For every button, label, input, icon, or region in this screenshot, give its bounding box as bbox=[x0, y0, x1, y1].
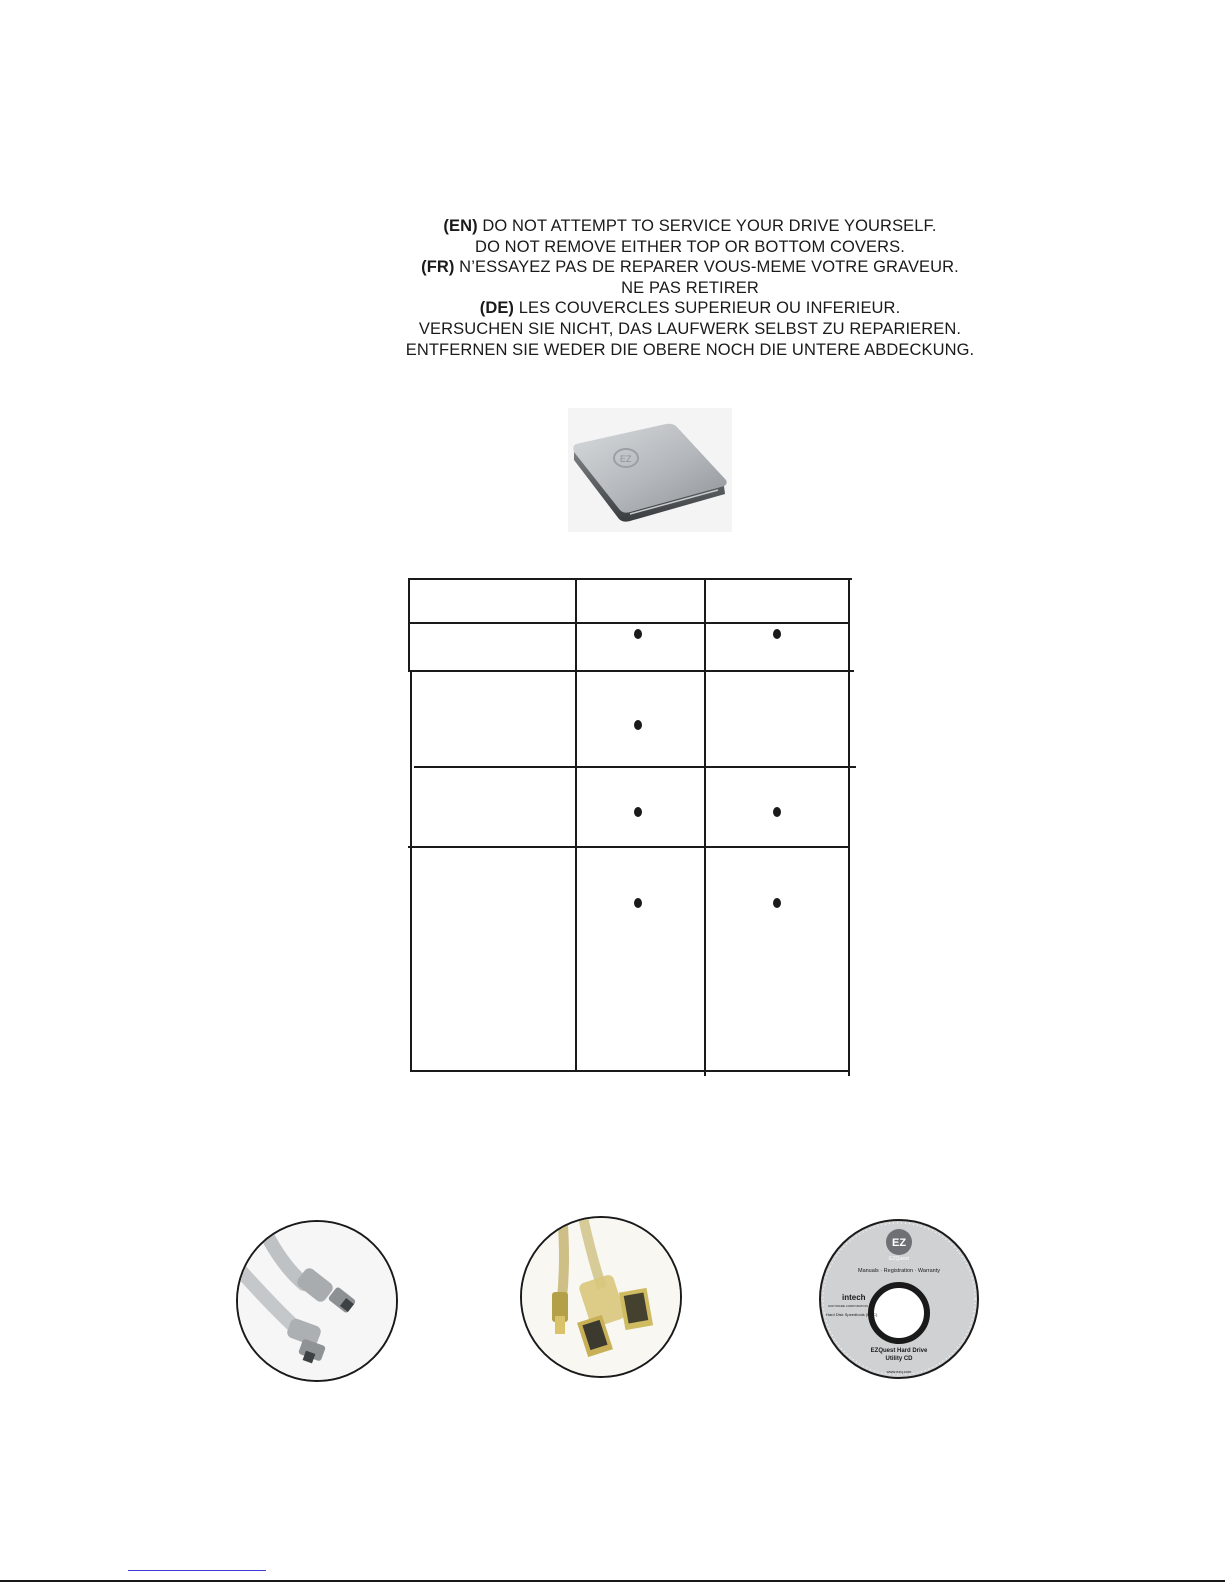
table-cell-dot bbox=[773, 629, 781, 639]
firewire-cable-icon bbox=[236, 1220, 398, 1382]
table-cell-dot bbox=[634, 898, 642, 908]
table-cell-dot bbox=[773, 898, 781, 908]
table-rule bbox=[408, 670, 854, 672]
warning-line-en: (EN) DO NOT ATTEMPT TO SERVICE YOUR DRIVE YOURSELF. bbox=[443, 217, 937, 235]
table-rule bbox=[410, 1070, 850, 1072]
warning-line-fr-2: NE PAS RETIRER bbox=[621, 278, 759, 297]
table-rule bbox=[408, 622, 850, 624]
table-cell-dot bbox=[634, 807, 642, 817]
table-rule bbox=[575, 578, 577, 1072]
usb-cable-icon bbox=[520, 1216, 682, 1378]
table-rule bbox=[408, 846, 850, 848]
cd-publisher-sub: SOFTWARE CORPORATION bbox=[828, 1304, 868, 1308]
warning-line-fr: (FR) N’ESSAYEZ PAS DE REPARER VOUS-MEME VOTRE GRAVEUR. bbox=[421, 258, 959, 277]
cd-title-line-2: Utility CD bbox=[885, 1356, 913, 1362]
service-warning bbox=[380, 216, 1000, 360]
cd-url: www.ezq.com bbox=[886, 1369, 912, 1374]
table-cell-dot bbox=[634, 720, 642, 730]
cd-publisher-logo: intech bbox=[842, 1293, 866, 1302]
warning-line-en-2: DO NOT REMOVE EITHER TOP OR BOTTOM COVERS. bbox=[475, 237, 905, 256]
warning-line-de-3: ENTFERNEN SIE WEDER DIE OBERE NOCH DIE UNTERE ABDECKUNG. bbox=[405, 340, 975, 359]
table-rule bbox=[408, 578, 852, 580]
cd-brand-name: EZQuest bbox=[889, 1256, 909, 1262]
table-rule bbox=[848, 578, 850, 1076]
cd-brand-logo: EZ bbox=[892, 1237, 907, 1249]
svg-text:EZ: EZ bbox=[620, 454, 632, 464]
table-cell-dot bbox=[773, 807, 781, 817]
warning-line-de-2: VERSUCHEN SIE NICHT, DAS LAUFWERK SELBST ZU REPARIEREN. bbox=[418, 319, 962, 338]
footer-rule bbox=[0, 1580, 1225, 1582]
table-rule bbox=[704, 578, 706, 1076]
table-rule bbox=[410, 670, 412, 1072]
cd-product-name: Hard Disk Speedtools (MAC) bbox=[826, 1312, 878, 1317]
cd-title-line-1: EZQuest Hard Drive bbox=[870, 1348, 928, 1354]
warning-line-de: (DE) LES COUVERCLES SUPERIEUR OU INFERIEUR. bbox=[479, 299, 901, 318]
footer-link-underline[interactable] bbox=[128, 1570, 266, 1571]
utility-cd-icon bbox=[818, 1218, 980, 1380]
table-cell-dot bbox=[634, 629, 642, 639]
table-rule bbox=[414, 766, 856, 768]
hard-drive-icon bbox=[568, 408, 732, 532]
table-rule bbox=[408, 578, 410, 672]
cd-menu-text: Manuals · Registration · Warranty bbox=[857, 1268, 941, 1274]
